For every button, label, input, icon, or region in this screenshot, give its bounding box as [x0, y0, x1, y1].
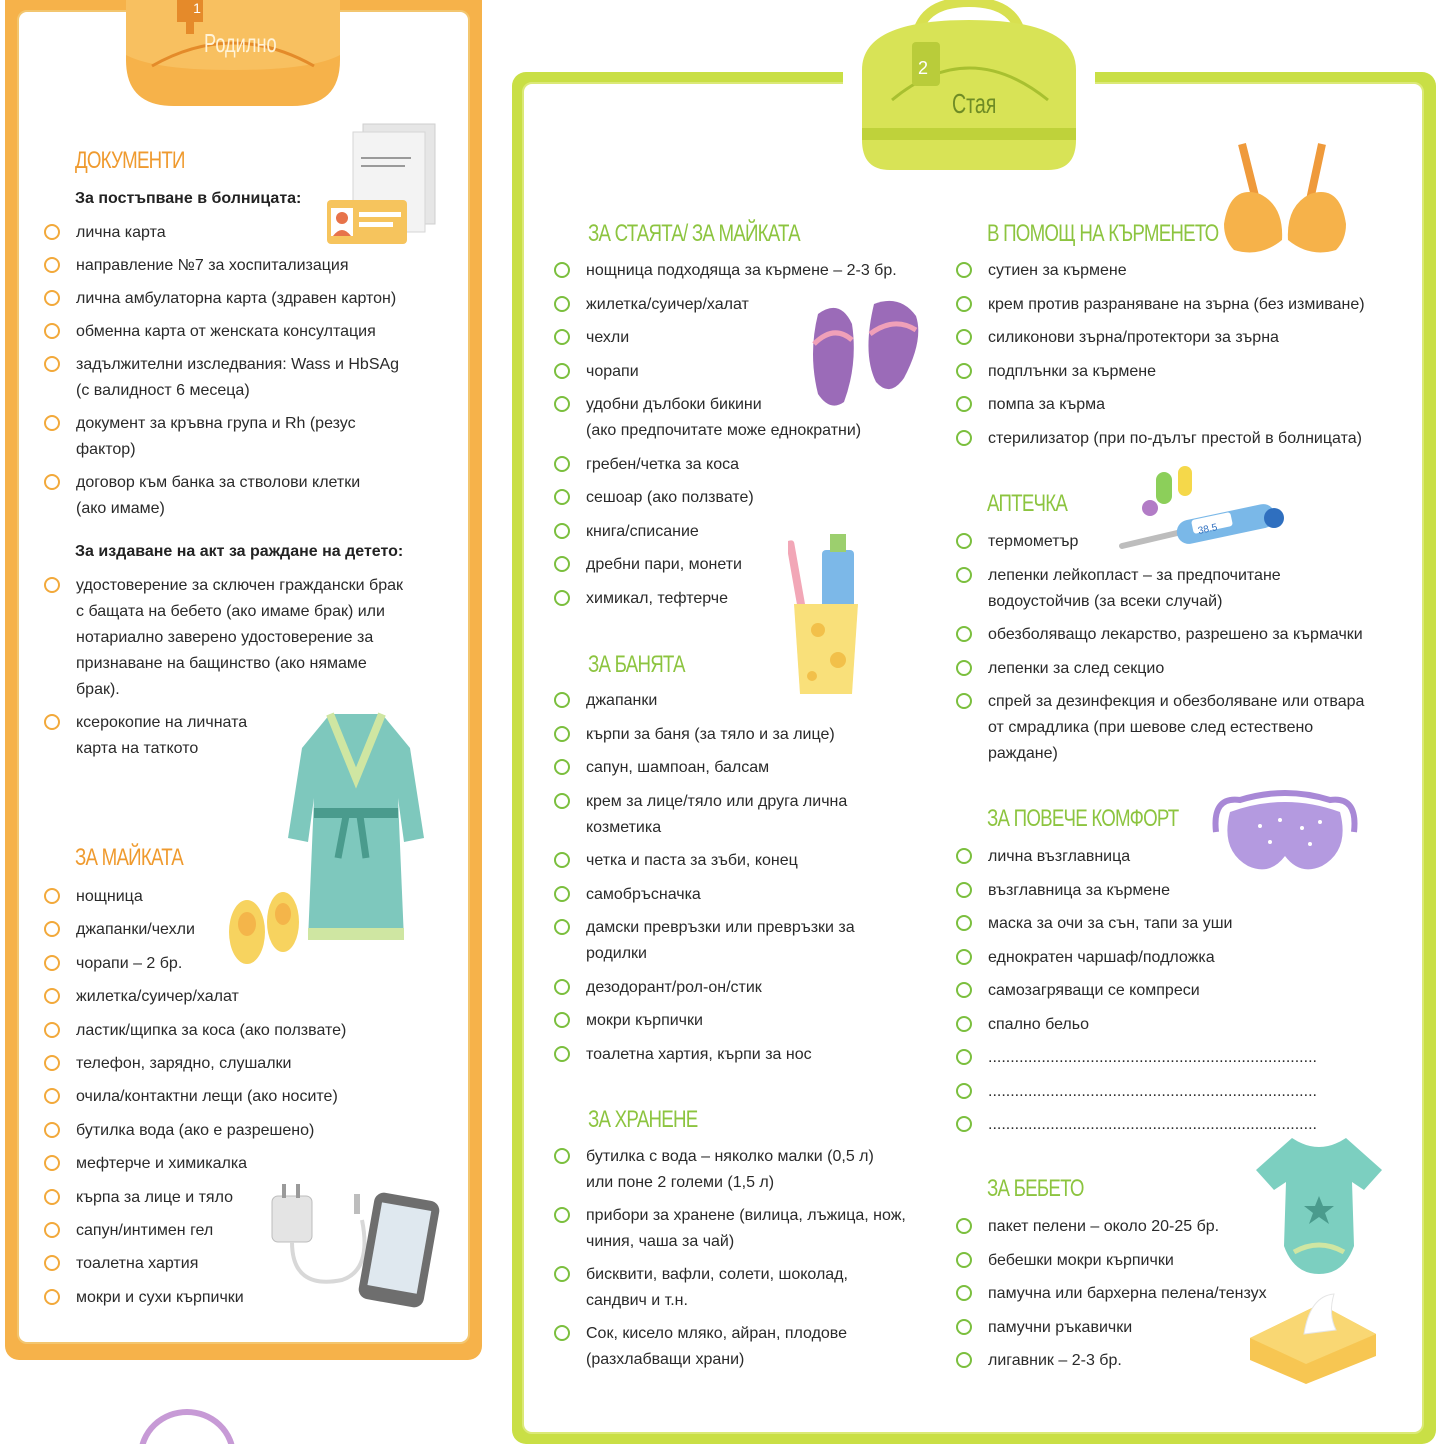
checkbox-circle-icon[interactable]	[44, 1189, 60, 1205]
checklist-item	[44, 884, 424, 910]
checklist-item-label: кърпи за баня (за тяло и за лице)	[586, 725, 835, 743]
checklist-item	[956, 563, 1416, 615]
food-title: ЗА ХРАНЕНЕ	[588, 1106, 698, 1133]
checklist-item-label: мефтерче и химикалка	[76, 1155, 248, 1173]
checklist-item-label: еднократен чаршаф/подложка	[988, 948, 1215, 966]
checklist-item	[956, 945, 1286, 971]
checklist-item	[956, 1315, 1296, 1341]
checklist-item	[956, 1214, 1296, 1240]
checklist-item	[554, 915, 884, 967]
breastfeeding-list	[956, 258, 1406, 459]
checkbox-circle-icon[interactable]	[956, 693, 972, 709]
checklist-item	[44, 286, 434, 312]
checklist-item-label: силиконови зърна/протектори за зърна	[988, 329, 1279, 346]
checklist-item	[554, 1321, 924, 1373]
checklist-item	[956, 656, 1416, 682]
flip-flops-illustration	[804, 294, 928, 414]
checkbox-circle-icon[interactable]	[554, 979, 570, 995]
checklist-item-label: бутилка с вода – няколко малки (0,5 л) или поне 2 големи (1,5 л)	[586, 1148, 874, 1191]
checklist-item	[44, 220, 434, 246]
checklist-item	[956, 258, 1406, 284]
checkbox-circle-icon[interactable]	[44, 323, 60, 339]
checkbox-circle-icon[interactable]	[956, 296, 972, 312]
checklist-item-label: нощница подходяща за кърмене – 2-3 бр.	[586, 262, 897, 279]
checklist-item-label: маска за очи за сън, тапи за уши	[988, 915, 1233, 932]
checklist-item	[554, 485, 934, 511]
checklist-item-label: телефон, зарядно, слушалки	[76, 1054, 292, 1072]
checkbox-circle-icon[interactable]	[44, 714, 60, 730]
checklist-item-label: термометър	[988, 533, 1079, 550]
checkbox-circle-icon[interactable]	[956, 262, 972, 278]
checkbox-circle-icon[interactable]	[554, 1207, 570, 1223]
checklist-item-label: сешоар (ако ползвате)	[586, 489, 754, 506]
checkbox-circle-icon[interactable]	[44, 474, 60, 490]
checklist-item-label: ..........................................................................	[988, 1116, 1317, 1133]
checklist-item-label: тоалетна хартия, кърпи за нос	[586, 1045, 812, 1063]
checkbox-circle-icon[interactable]	[554, 1148, 570, 1164]
checklist-item	[956, 1281, 1296, 1307]
checklist-item	[956, 1079, 1317, 1105]
checkbox-circle-icon[interactable]	[554, 262, 570, 278]
checklist-item	[554, 688, 884, 714]
checklist-item	[554, 722, 884, 748]
checkbox-circle-icon[interactable]	[44, 1222, 60, 1238]
checklist-item	[956, 359, 1406, 385]
checklist-item-label: лигавник – 2-3 бр.	[988, 1352, 1122, 1369]
checkbox-circle-icon[interactable]	[554, 1012, 570, 1028]
checkbox-circle-icon[interactable]	[44, 257, 60, 273]
checkbox-circle-icon[interactable]	[956, 848, 972, 864]
nursing-bra-illustration	[1220, 140, 1350, 260]
documents-subtitle-birth-certificate: За издаване на акт за раждане на детето:	[75, 543, 404, 560]
checklist-item	[956, 878, 1286, 904]
checklist-item	[554, 1203, 924, 1255]
checklist-item-label: очила/контактни лещи (ако носите)	[76, 1088, 338, 1106]
checkbox-circle-icon[interactable]	[554, 726, 570, 742]
checklist-item-label: договор към банка за стволови клетки (ако имаме)	[76, 474, 361, 517]
checklist-item-label: удостоверение за сключен граждански брак с бащата на бебето (ако имаме брак) или нотариално заверено удостоверение за признаване на бащинство (ако нямаме брак).	[76, 577, 403, 698]
checklist-item	[554, 1042, 884, 1068]
checklist-item-label: лепенки лейкопласт – за предпочитане водоустойчив (за всеки случай)	[988, 566, 1281, 610]
checklist-item	[956, 911, 1286, 937]
checklist-item	[554, 552, 934, 578]
checklist-item-label: кърпа за лице и тяло	[76, 1188, 233, 1206]
bath-title: ЗА БАНЯТА	[588, 651, 685, 678]
checklist-item-label: жилетка/суичер/халат	[76, 988, 239, 1006]
checklist-item	[554, 755, 884, 781]
checkbox-circle-icon[interactable]	[44, 1155, 60, 1171]
checkbox-circle-icon[interactable]	[44, 415, 60, 431]
checklist-item-label: чорапи	[586, 362, 639, 380]
bag2-number: 2	[918, 58, 929, 78]
checklist-item-label: чорапи – 2 бр.	[76, 954, 183, 972]
checklist-item	[956, 844, 1286, 870]
checkbox-circle-icon[interactable]	[956, 1319, 972, 1335]
checklist-item-label: ..........................................................................	[988, 1082, 1317, 1100]
checkbox-circle-icon[interactable]	[956, 882, 972, 898]
checkbox-circle-icon[interactable]	[44, 1289, 60, 1305]
checklist-item-label: пакет пелени – около 20-25 бр.	[988, 1218, 1220, 1235]
bath-list	[554, 688, 884, 1075]
checkbox-circle-icon[interactable]	[956, 396, 972, 412]
checkbox-circle-icon[interactable]	[956, 660, 972, 676]
checklist-item	[554, 258, 934, 284]
checklist-item	[956, 978, 1286, 1004]
checklist-item-label: удобни дълбоки бикини (ако предпочитате може еднократни)	[586, 396, 862, 439]
checklist-item	[44, 1118, 424, 1144]
checkbox-circle-icon[interactable]	[554, 329, 570, 345]
checklist-item-label: обезболяващо лекарство, разрешено за кърмачки	[988, 626, 1363, 643]
checklist-item	[554, 1144, 924, 1196]
checkbox-circle-icon[interactable]	[44, 577, 60, 593]
checkbox-circle-icon[interactable]	[554, 886, 570, 902]
checklist-item-label: лична амбулаторна карта (здравен картон)	[76, 290, 397, 307]
checklist-item-label: самобръсначка	[586, 885, 701, 903]
checkbox-circle-icon[interactable]	[554, 556, 570, 572]
checkbox-circle-icon[interactable]	[44, 1055, 60, 1071]
checkbox-circle-icon[interactable]	[554, 1266, 570, 1282]
checkbox-circle-icon[interactable]	[956, 949, 972, 965]
checklist-item-label: лична карта	[76, 224, 166, 241]
checkbox-circle-icon[interactable]	[956, 1285, 972, 1301]
checklist-item	[44, 319, 434, 345]
checkbox-circle-icon[interactable]	[44, 888, 60, 904]
checklist-item	[956, 689, 1416, 767]
checklist-item	[554, 586, 934, 612]
checklist-item-label: памучна или бархерна пелена/тензух	[988, 1285, 1267, 1302]
checkbox-circle-icon[interactable]	[554, 396, 570, 412]
checklist-item	[956, 392, 1406, 418]
bag1-label: Родилно	[204, 28, 277, 58]
checklist-item	[44, 253, 434, 279]
checkbox-circle-icon[interactable]	[956, 626, 972, 642]
checklist-item-label: джапанки	[586, 692, 658, 709]
checklist-item-label: тоалетна хартия	[76, 1255, 199, 1273]
checklist-item-label: лепенки за след секцио	[988, 659, 1165, 677]
checklist-item	[44, 470, 434, 522]
checkbox-circle-icon[interactable]	[956, 1218, 972, 1234]
checklist-item	[554, 789, 884, 841]
checklist-item-label: мокри и сухи кърпички	[76, 1288, 244, 1306]
checklist-item	[956, 1248, 1296, 1274]
checklist-item-label: джапанки/чехли	[76, 921, 195, 939]
checklist-item	[554, 975, 884, 1001]
checkbox-circle-icon[interactable]	[44, 1022, 60, 1038]
checklist-item	[44, 1051, 424, 1077]
checkbox-circle-icon[interactable]	[554, 456, 570, 472]
checklist-item-label: спрей за дезинфекция и обезболяване или отвара от смрадлика (при шевове след естествено раждане)	[988, 693, 1365, 762]
bag1-number: 1	[193, 0, 201, 16]
checkbox-circle-icon[interactable]	[956, 1252, 972, 1268]
checkbox-circle-icon[interactable]	[554, 852, 570, 868]
documents-subtitle-admission: За постъпване в болницата:	[75, 190, 302, 207]
checklist-item	[956, 622, 1416, 648]
next-bag-handle-icon	[132, 1406, 242, 1444]
checkbox-circle-icon[interactable]	[956, 363, 972, 379]
checklist-item	[956, 426, 1406, 452]
checklist-item	[554, 1262, 924, 1314]
checklist-item	[44, 411, 434, 463]
checkbox-circle-icon[interactable]	[956, 1049, 972, 1065]
food-list	[554, 1144, 924, 1380]
checklist-item-label: жилетка/суичер/халат	[586, 295, 749, 313]
checkbox-circle-icon[interactable]	[554, 590, 570, 606]
checklist-item-label: химикал, тефтерче	[586, 589, 729, 607]
checklist-item	[956, 529, 1416, 555]
documents-admission-list	[44, 220, 434, 529]
checkbox-circle-icon[interactable]	[44, 356, 60, 372]
checklist-item-label: самозагряващи се компреси	[988, 982, 1200, 999]
checkbox-circle-icon[interactable]	[44, 1122, 60, 1138]
checkbox-circle-icon[interactable]	[44, 1088, 60, 1104]
checklist-item-label: ксерокопие на личната карта на таткото	[76, 714, 248, 757]
checklist-item-label: дамски превръзки или превръзки за родилки	[586, 919, 855, 962]
checklist-item	[956, 292, 1406, 318]
checkbox-circle-icon[interactable]	[554, 363, 570, 379]
checklist-item-label: сутиен за кърмене	[988, 262, 1127, 279]
toothbrush-cup-illustration	[788, 530, 864, 696]
checkbox-circle-icon[interactable]	[956, 915, 972, 931]
checkbox-circle-icon[interactable]	[44, 955, 60, 971]
checkbox-circle-icon[interactable]	[44, 921, 60, 937]
checklist-item	[956, 1112, 1317, 1138]
thermometer-reading: 38.5	[1197, 522, 1219, 537]
checkbox-circle-icon[interactable]	[956, 1016, 972, 1032]
comfort-list	[956, 844, 1317, 1146]
checkbox-circle-icon[interactable]	[956, 1352, 972, 1368]
checklist-item-label: книга/списание	[586, 522, 699, 540]
checklist-item-label: сапун, шампоан, балсам	[586, 759, 770, 776]
checkbox-circle-icon[interactable]	[554, 919, 570, 935]
checkbox-circle-icon[interactable]	[956, 1116, 972, 1132]
checklist-item	[956, 1348, 1296, 1374]
checkbox-circle-icon[interactable]	[554, 296, 570, 312]
checklist-item-label: възглавница за кърмене	[988, 881, 1171, 899]
room-title: ЗА СТАЯТА/ ЗА МАЙКАТА	[588, 220, 800, 247]
checkbox-circle-icon[interactable]	[44, 1255, 60, 1271]
baby-title: ЗА БЕБЕТО	[987, 1175, 1084, 1202]
checkbox-circle-icon[interactable]	[44, 224, 60, 240]
phone-charger-illustration	[262, 1180, 442, 1308]
checklist-item-label: прибори за хранене (вилица, лъжица, нож, чиния, чаша за чай)	[586, 1207, 906, 1250]
checklist-item	[554, 882, 884, 908]
checkbox-circle-icon[interactable]	[554, 692, 570, 708]
checkbox-circle-icon[interactable]	[956, 567, 972, 583]
checkbox-circle-icon[interactable]	[956, 1083, 972, 1099]
checklist-item	[44, 352, 434, 404]
checkbox-circle-icon[interactable]	[554, 489, 570, 505]
checkbox-circle-icon[interactable]	[956, 982, 972, 998]
checklist-item-label: подплънки за кърмене	[988, 362, 1156, 380]
checklist-item-label: четка и паста за зъби, конец	[586, 852, 798, 869]
checklist-item	[44, 1084, 424, 1110]
mother-title: ЗА МАЙКАТА	[75, 844, 183, 871]
checklist-item-label: Сок, кисело мляко, айран, плодове (разхлабващи храни)	[586, 1325, 848, 1368]
checklist-item-label: помпа за кърма	[988, 396, 1106, 413]
checklist-item-label: мокри кърпички	[586, 1012, 703, 1029]
bag2-label: Стая	[952, 88, 997, 119]
checklist-item-label: ластик/щипка за коса (ако ползвате)	[76, 1021, 347, 1039]
checklist-item-label: памучни ръкавички	[988, 1318, 1133, 1336]
checklist-item	[44, 951, 424, 977]
checklist-item-label: гребен/четка за коса	[586, 455, 739, 473]
checklist-item	[44, 1151, 424, 1177]
checklist-item	[554, 452, 934, 478]
checkbox-circle-icon[interactable]	[554, 523, 570, 539]
checklist-item	[554, 519, 934, 545]
checklist-item-label: документ за кръвна група и Rh (резус фактор)	[76, 415, 356, 458]
checkbox-circle-icon[interactable]	[554, 759, 570, 775]
checklist-item	[956, 1045, 1317, 1071]
checkbox-circle-icon[interactable]	[956, 533, 972, 549]
firstaid-title: АПТЕЧКА	[987, 490, 1068, 517]
checklist-item-label: задължителни изследвания: Wass и HbSAg (с валидност 6 месеца)	[76, 356, 400, 399]
documents-title: ДОКУМЕНТИ	[75, 147, 185, 174]
checkbox-circle-icon[interactable]	[554, 1046, 570, 1062]
comfort-title: ЗА ПОВЕЧЕ КОМФОРТ	[987, 805, 1179, 832]
checkbox-circle-icon[interactable]	[554, 793, 570, 809]
room-bag-icon	[858, 0, 1080, 170]
checklist-item	[554, 1008, 884, 1034]
checklist-item-label: нощница	[76, 888, 143, 905]
checklist-item-label: стерилизатор (при по-дълъг престой в болницата)	[988, 429, 1362, 447]
checklist-item	[956, 1012, 1286, 1038]
checklist-item-label: бебешки мокри кърпички	[988, 1251, 1174, 1269]
baby-list	[956, 1214, 1296, 1382]
checkbox-circle-icon[interactable]	[554, 1325, 570, 1341]
checklist-item-label: крем за лице/тяло или друга лична козметика	[586, 792, 848, 836]
checklist-item	[956, 325, 1406, 351]
checklist-item-label: лична възглавница	[988, 848, 1131, 865]
checklist-item-label: дребни пари, монети	[586, 556, 742, 573]
checklist-item	[44, 984, 424, 1010]
checklist-item-label: бисквити, вафли, солети, шоколад, сандвич и т.н.	[586, 1266, 848, 1309]
checkbox-circle-icon[interactable]	[44, 988, 60, 1004]
checklist-item-label: крем против разраняване на зърна (без измиване)	[988, 295, 1365, 313]
checklist-item-label: чехли	[586, 329, 630, 346]
checklist-item-label: ..........................................................................	[988, 1049, 1317, 1066]
firstaid-list	[956, 529, 1416, 775]
checklist-item	[44, 1018, 424, 1044]
checklist-item	[44, 573, 444, 703]
checklist-item	[44, 917, 424, 943]
checklist-item-label: спално бельо	[988, 1015, 1089, 1033]
checklist-item-label: бутилка вода (ако е разрешено)	[76, 1121, 315, 1139]
checklist-item-label: обменна карта от женската консултация	[76, 323, 376, 340]
checklist-item-label: сапун/интимен гел	[76, 1221, 214, 1239]
checklist-item-label: дезодорант/рол-он/стик	[586, 978, 762, 996]
checkbox-circle-icon[interactable]	[956, 430, 972, 446]
breastfeeding-title: В ПОМОЩ НА КЪРМЕНЕТО	[987, 220, 1219, 247]
checklist-item	[554, 848, 884, 874]
checkbox-circle-icon[interactable]	[956, 329, 972, 345]
checkbox-circle-icon[interactable]	[44, 290, 60, 306]
checklist-item-label: направление №7 за хоспитализация	[76, 257, 349, 274]
